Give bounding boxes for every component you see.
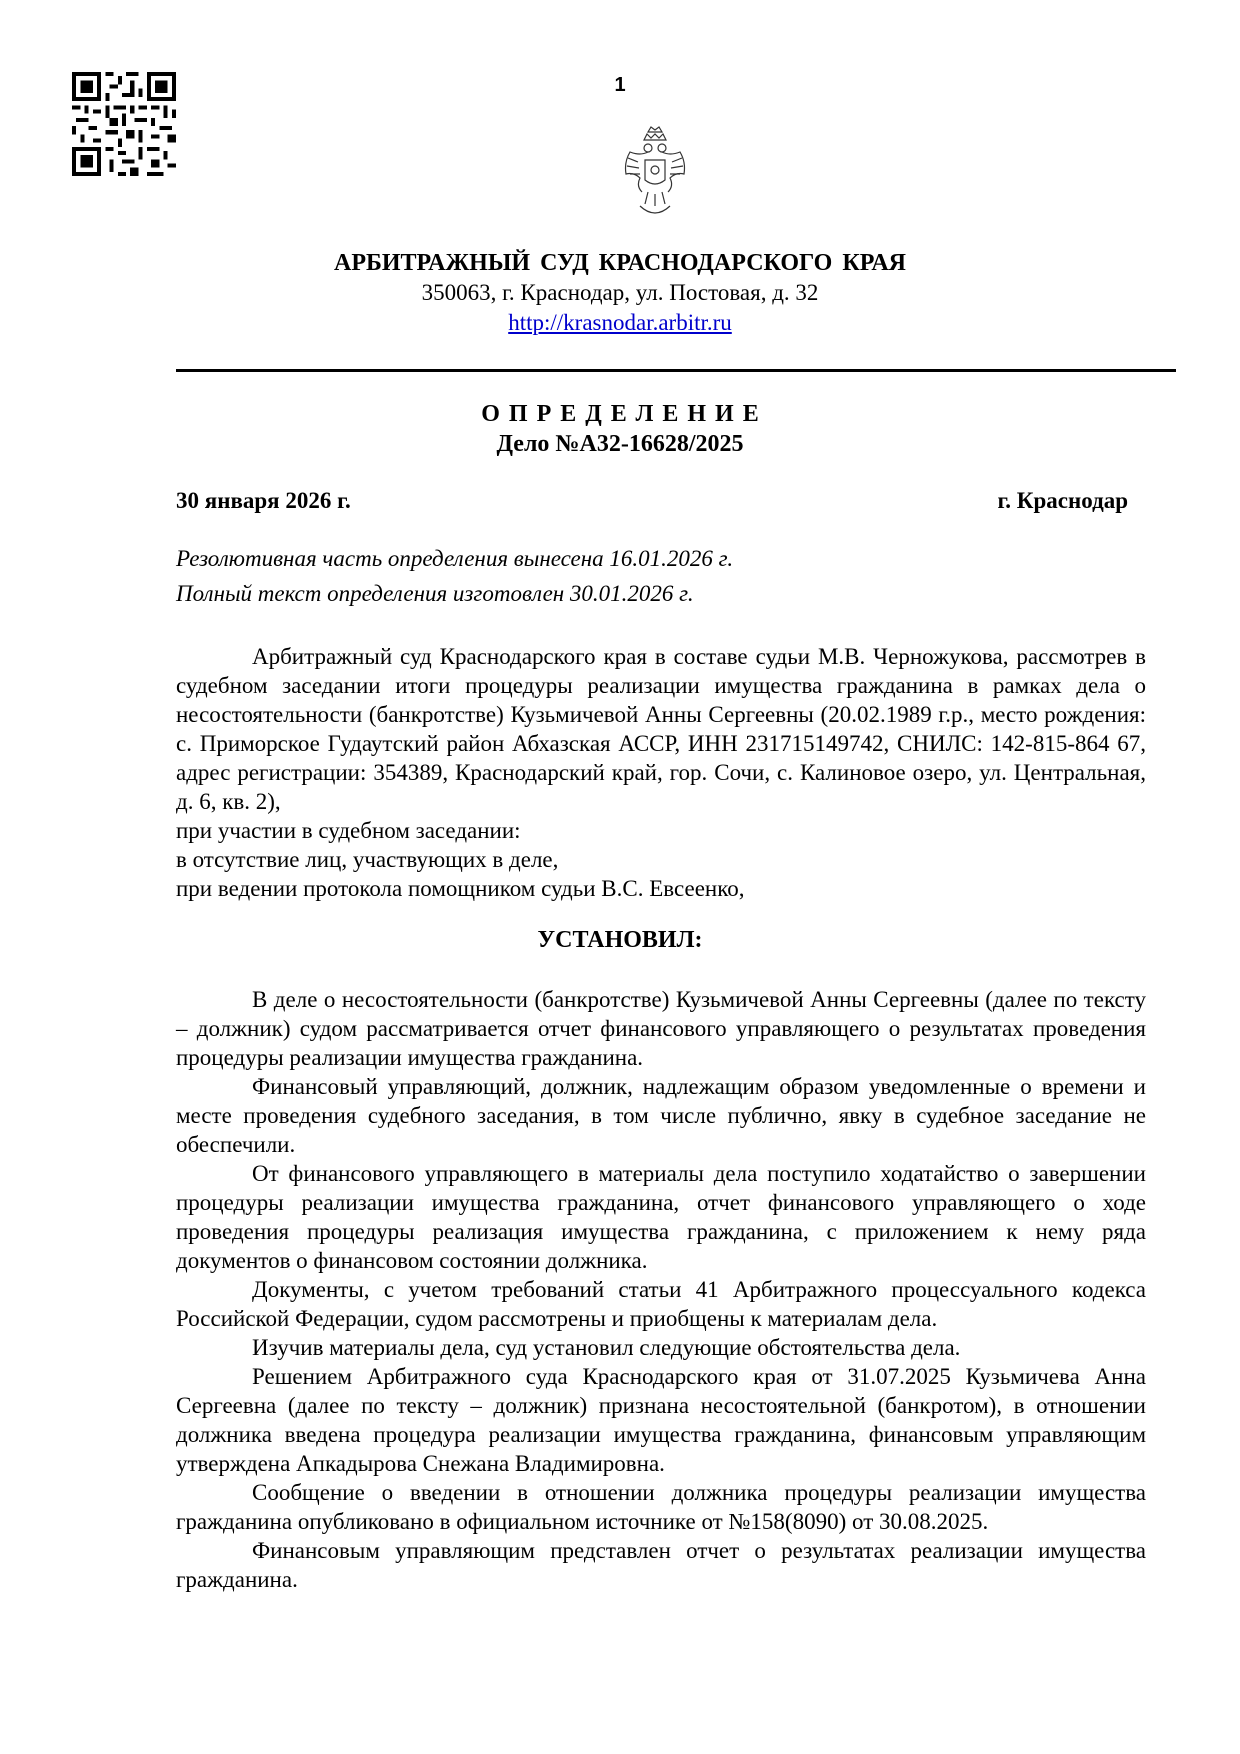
document-type: ОПРЕДЕЛЕНИЕ	[481, 401, 768, 427]
court-address: 350063, г. Краснодар, ул. Постовая, д. 32	[421, 280, 819, 305]
document-city: г. Краснодар	[997, 488, 1128, 513]
case-number: Дело №А32-16628/2025	[496, 431, 744, 457]
court-website-link[interactable]: http://krasnodar.arbitr.ru	[508, 310, 732, 335]
intro-line: при ведении протокола помощником судьи В.С. Евсеенко,	[176, 876, 745, 901]
document-date: 30 января 2026 г.	[176, 488, 351, 513]
intro-block	[176, 642, 1146, 903]
intro-paragraph: Арбитражный суд Краснодарского края в составе судьи М.В. Черножукова, рассмотрев в судебном заседании итоги процедуры реализации имущества гражданина в рамках дела о несостоятельности (банкротстве) Кузьмичевой Анны Сергеевны (20.02.1989 г.р., место рождения: с. Приморское Гудаутский район Абхазская АССР, ИНН 231715149742, СНИЛС: 142-815-864 67, адрес регистрации: 354389, Краснодарский край, гор. Сочи, с. Калиновое озеро, ул. Центральная, д. 6, кв. 2),	[176, 644, 1146, 814]
body-paragraph: Финансовым управляющим представлен отчет о результатах реализации имущества гражданина.	[176, 1538, 1146, 1592]
section-heading: УСТАНОВИЛ:	[537, 927, 703, 953]
full-text-date-note: Полный текст определения изготовлен 30.01.2026 г.	[176, 581, 694, 606]
body-block	[176, 985, 1146, 1594]
body-paragraph: Документы, с учетом требований статьи 41 Арбитражного процессуального кодекса Российской Федерации, судом рассмотрены и приобщены к материалам дела.	[176, 1277, 1146, 1331]
court-name: АРБИТРАЖНЫЙ СУД КРАСНОДАРСКОГО КРАЯ	[333, 250, 906, 276]
resolution-date-note: Резолютивная часть определения вынесена 16.01.2026 г.	[176, 546, 734, 571]
intro-line: в отсутствие лиц, участвующих в деле,	[176, 847, 559, 872]
body-paragraph: Решением Арбитражного суда Краснодарского края от 31.07.2025 Кузьмичева Анна Сергеевна (далее по тексту – должник) признана несостоятельной (банкротом), в отношении должника введена процедура реализации имущества гражданина, финансовым управляющим утверждена Апкадырова Снежана Владимировна.	[176, 1364, 1146, 1476]
body-paragraph: От финансового управляющего в материалы дела поступило ходатайство о завершении процедуры реализации имущества гражданина, отчет финансового управляющего о ходе проведения процедуры реализация имущества гражданина, с приложением к нему ряда документов о финансовом состоянии должника.	[176, 1161, 1146, 1273]
body-paragraph: Сообщение о введении в отношении должника процедуры реализации имущества гражданина опубликовано в официальном источнике от №158(8090) от 30.08.2025.	[176, 1480, 1146, 1534]
intro-line: при участии в судебном заседании:	[176, 818, 521, 843]
header-divider	[176, 369, 1176, 372]
coat-of-arms-icon	[618, 126, 692, 222]
body-paragraph: Изучив материалы дела, суд установил следующие обстоятельства дела.	[252, 1335, 961, 1360]
body-paragraph: Финансовый управляющий, должник, надлежащим образом уведомленные о времени и месте проведения судебного заседания, в том числе публично, явку в судебное заседание не обеспечили.	[176, 1074, 1146, 1157]
body-paragraph: В деле о несостоятельности (банкротстве) Кузьмичевой Анны Сергеевны (далее по тексту – должник) судом рассматривается отчет финансового управляющего о результатах проведения процедуры реализации имущества гражданина.	[176, 987, 1146, 1070]
page-number: 1	[614, 74, 626, 96]
